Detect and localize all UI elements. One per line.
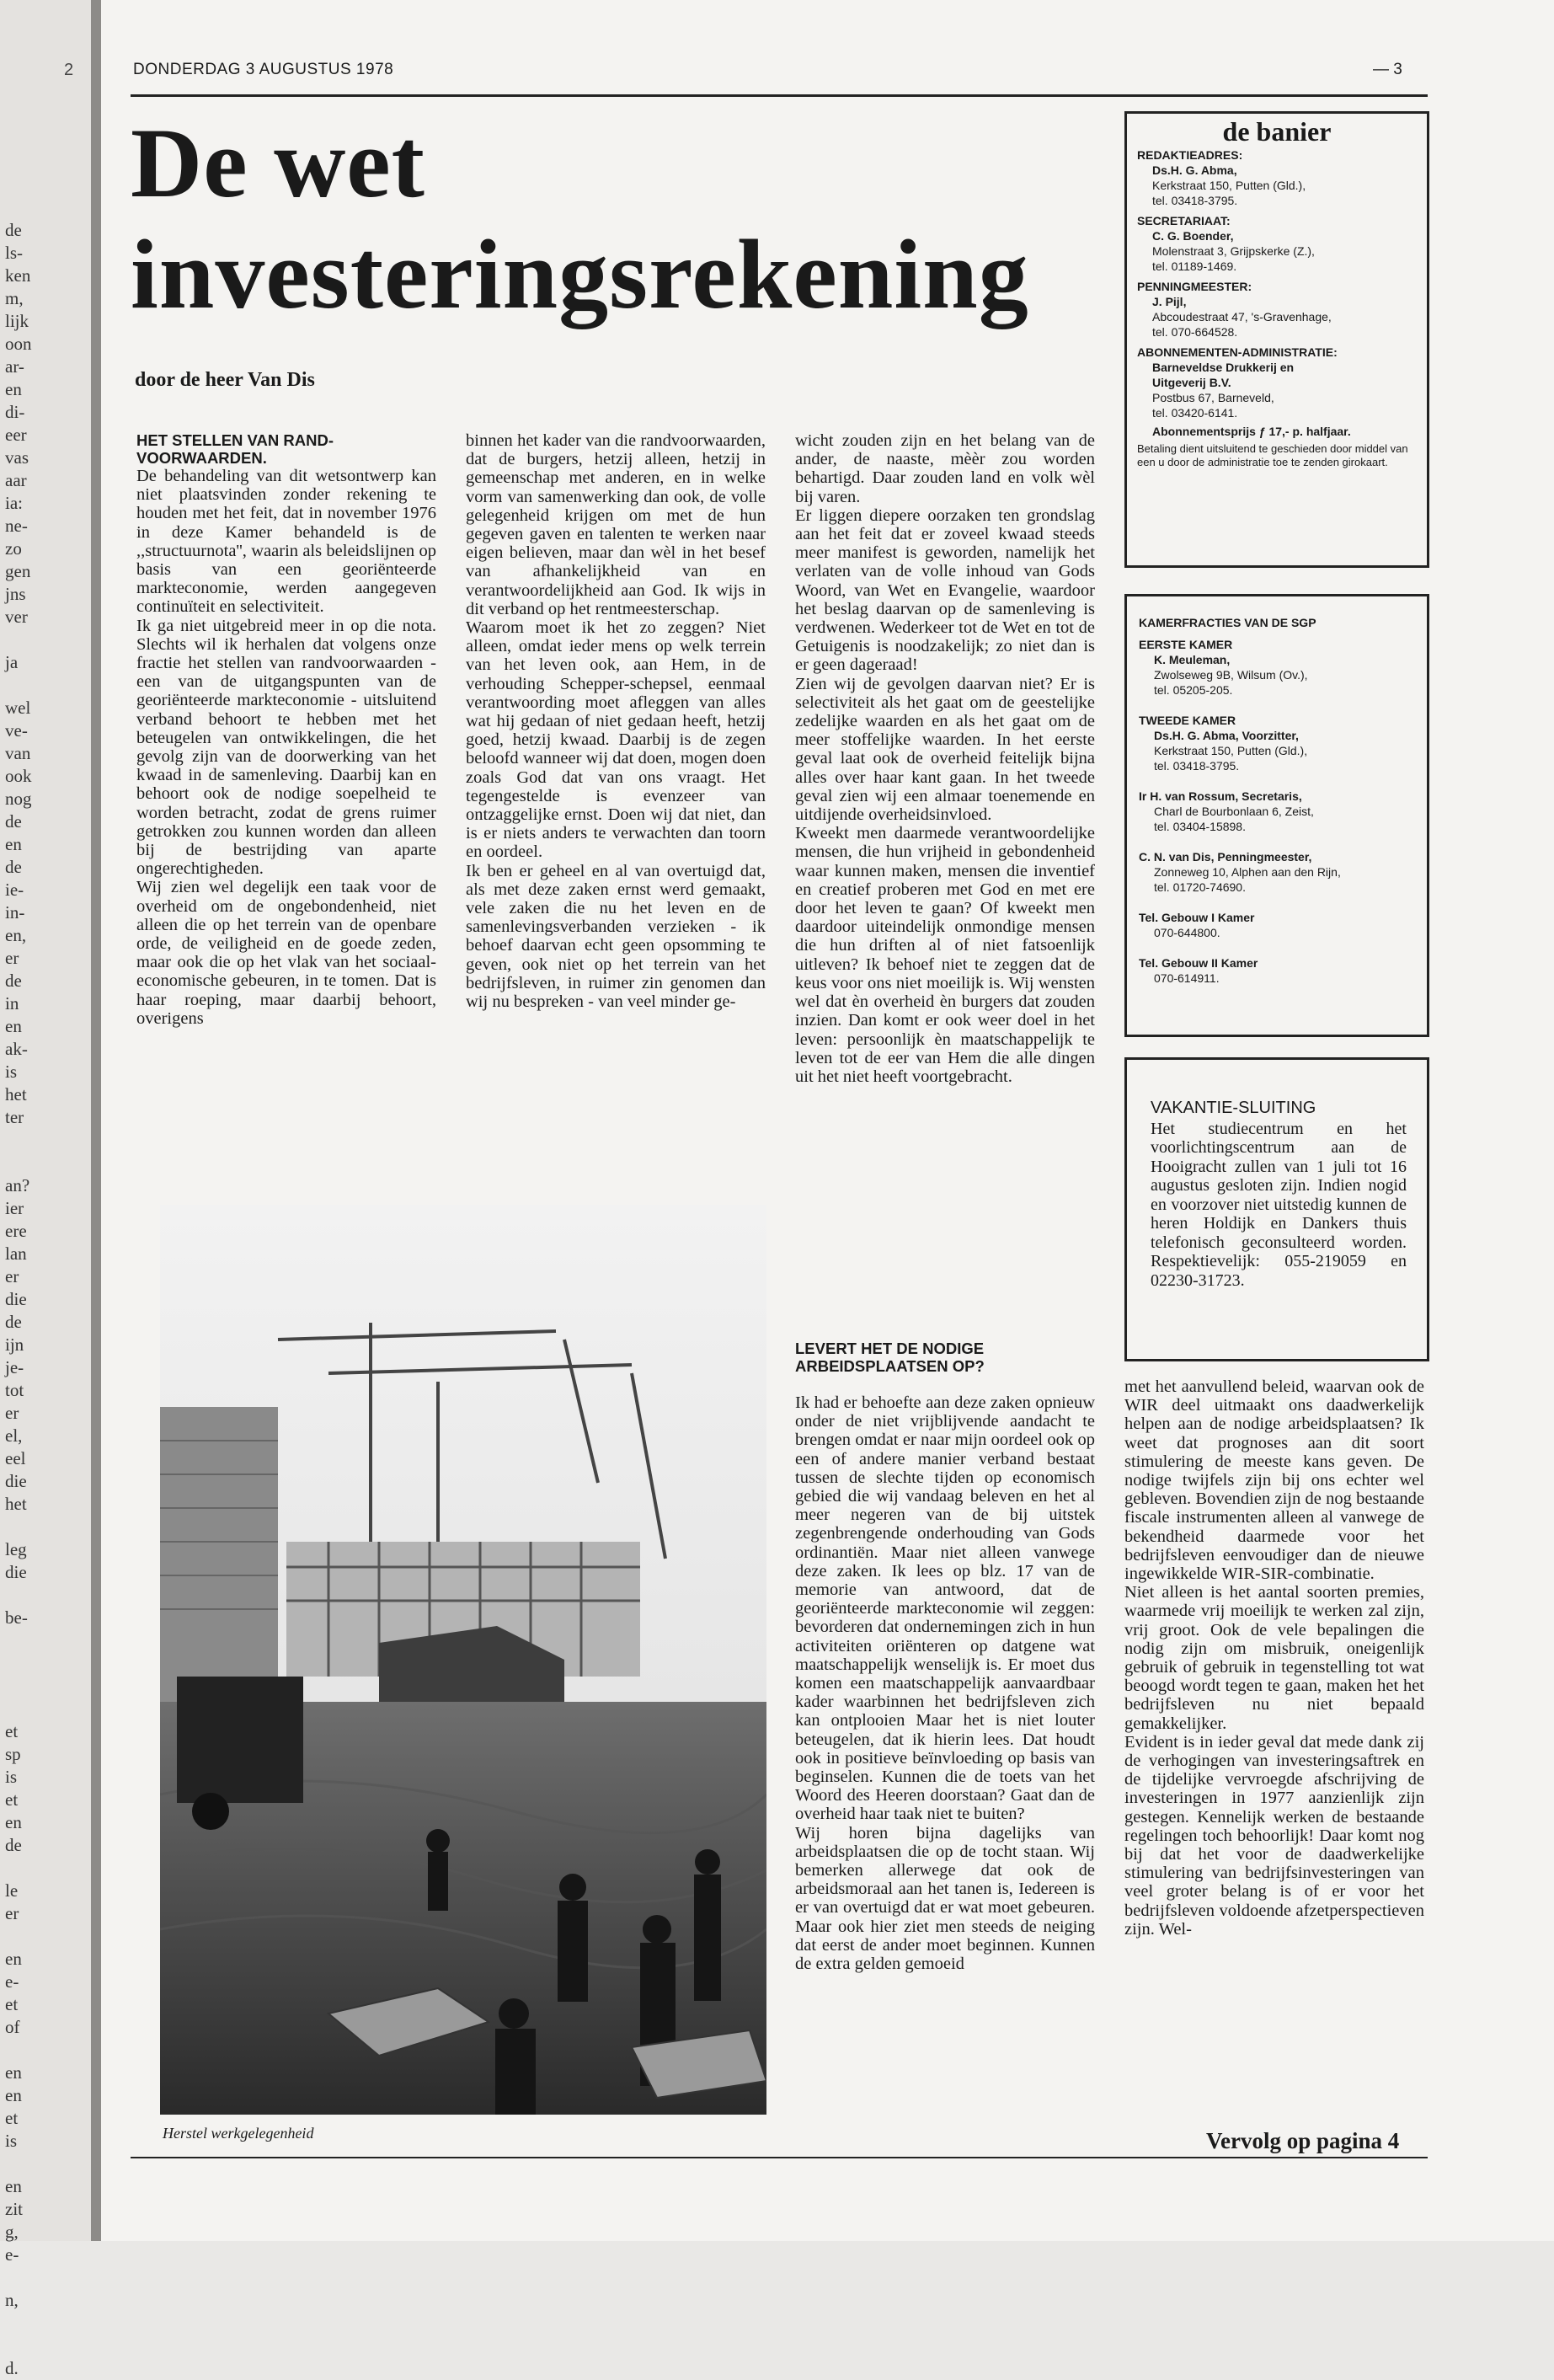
headline-line-2: investeringsrekening (131, 219, 1029, 329)
previous-page-fragment: leg (5, 1539, 27, 1559)
previous-page-fragment: d. (5, 2358, 19, 2378)
previous-page-fragment: je- (5, 1357, 24, 1377)
previous-page-fragment: et (5, 1994, 19, 2014)
paragraph: binnen het kader van die randvoorwaarden, dat de burgers, hetzij alleen, hetzij in gemeenschap met anderen, en in welke vorm van samenwerking dan ook, de volle gelegenheid krijgen om met de hun gegeven gaven en talenten te werken naar eigen believen, maar dan wèl in het besef van afhankelijkheid van en verantwoordelijkheid aan God. Ik wijs in dit verband op het rentmeesterschap. (466, 431, 766, 618)
redaktie-label: REDAKTIEADRES: (1137, 148, 1243, 162)
previous-page-fragment: is (5, 1767, 18, 1787)
previous-page-fragment: en (5, 1949, 22, 1969)
previous-page-fragment: ja (5, 652, 19, 672)
section-heading-arbeidsplaatsen: LEVERT HET DE NODIGE ARBEIDSPLAATSEN OP? (795, 1340, 985, 1375)
previous-page-fragment: ken (5, 265, 31, 286)
tweede-kamer-member-3: C. N. van Dis, Penningmeester, (1139, 850, 1312, 864)
previous-page-fragment: ter (5, 1107, 24, 1127)
previous-page-fragment (5, 1516, 72, 1538)
previous-page-fragment: di- (5, 402, 25, 422)
article-byline: door de heer Van Dis (135, 369, 315, 391)
gebouw-1-phone: 070-644800. (1154, 926, 1220, 939)
paragraph: Zien wij de gevolgen daarvan niet? Er is selectiviteit als het gaat om de geestelijke zedelijke waarden en als het gaat om de meer stoffelijke waarden. In het eerste geval laat ook de overheid feitelijk bijna alles over haar kant gaan. In het tweede geval zien wij een almaar toenemende en uitdijende overheidsinvloed. (795, 674, 1095, 825)
previous-page-fragment: e- (5, 2244, 19, 2265)
previous-page-fragment: of (5, 2017, 20, 2037)
previous-page-fragment: de (5, 1835, 22, 1855)
secretariaat-label: SECRETARIAAT: (1137, 214, 1231, 227)
previous-page-fragment: eer (5, 425, 27, 445)
gebouw-2-phone: 070-614911. (1154, 971, 1220, 985)
previous-page-fragment: le (5, 1880, 19, 1901)
paragraph: Ik ben er geheel en al van overtuigd dat, als met deze zaken ernst werd gemaakt, vele zaken die nu het leven en de samenlevingsverbanden verzieken - ik behoef daarvan echt geen opsomming te geven, ook niet op het terrein van het bedrijfsleven, in ruimer zin genomen dan wij nu bespreken - van veel minder ge- (466, 861, 766, 1012)
tweede-kamer-member-1-address: Kerkstraat 150, Putten (Gld.), (1154, 744, 1308, 757)
previous-page-fragment: tot (5, 1380, 24, 1400)
tweede-kamer-member-1-phone: tel. 03418-3795. (1154, 759, 1240, 773)
previous-page-fragment: ak- (5, 1039, 28, 1059)
previous-page-fragment: zit (5, 2199, 23, 2219)
secretariaat-address: Molenstraat 3, Grijpskerke (Z.), (1152, 244, 1315, 258)
previous-page-fragment: lan (5, 1243, 27, 1264)
previous-page-fragment: an? (5, 1175, 30, 1195)
tweede-kamer-label: TWEEDE KAMER (1139, 714, 1236, 727)
article-column-3 (795, 431, 1095, 1086)
previous-page-fragment: wel (5, 698, 31, 718)
previous-page-fragment (5, 1925, 72, 1948)
gebouw-2-label: Tel. Gebouw II Kamer (1139, 956, 1258, 970)
previous-page-fragment: ook (5, 766, 32, 786)
paragraph: Wij zien wel degelijk een taak voor de overheid om de ongebondenheid, niet alleen die op het terrein van de openbare orde, de veiligheid en de goede zeden, maar ook die op het vlak van het sociaal-economische gebeuren, in te tomen. Dat is haar roeping, maar daarbij behoort, overigens (136, 878, 436, 1028)
tweede-kamer-member-3-phone: tel. 01720-74690. (1154, 880, 1246, 894)
previous-page-number: 2 (64, 61, 74, 79)
previous-page-fragment: ls- (5, 243, 23, 263)
tweede-kamer-member-2-address: Charl de Bourbonlaan 6, Zeist, (1154, 805, 1314, 818)
previous-page-fragment: de (5, 857, 22, 877)
previous-page-fragments (5, 219, 72, 2380)
administratie-address: Postbus 67, Barneveld, (1152, 391, 1274, 404)
kamerfracties-box (1124, 594, 1429, 1037)
previous-page-fragment: en (5, 834, 22, 854)
administratie-label: ABONNEMENTEN-ADMINISTRATIE: (1137, 345, 1338, 359)
previous-page-fragment: er (5, 1903, 19, 1923)
previous-page-fragment: er (5, 1266, 19, 1286)
paragraph: Evident is in ieder geval dat mede dank zij de verhogingen van investeringsaftrek en de tijdelijke vervroegde afschrijving de investeringen in 1977 aanzienlijk zijn gestegen. Kennelijk werken de bestaande regelingen toch behoorlijk! Daar komt nog bij dat het voor de daadwerkelijke stimulering van bedrijfsinvesteringen van veel groter belang is of er voor het bedrijfsleven voldoende afzetperspectieven zijn. Wel- (1124, 1732, 1424, 1939)
tweede-kamer-member-3-address: Zonneweg 10, Alphen aan den Rijn, (1154, 865, 1341, 879)
gebouw-1-label: Tel. Gebouw I Kamer (1139, 911, 1255, 924)
penningmeester-name: J. Pijl, (1152, 295, 1187, 308)
previous-page-fragment (5, 2153, 72, 2175)
previous-page-fragment: de (5, 1312, 22, 1332)
previous-page-fragment: lijk (5, 311, 29, 331)
previous-page-fragment (5, 2039, 72, 2062)
previous-page-fragment (5, 1152, 72, 1174)
previous-page-fragment: nog (5, 789, 32, 809)
penningmeester-address: Abcoudestraat 47, 's-Gravenhage, (1152, 310, 1332, 324)
previous-page-fragment: aar (5, 470, 27, 490)
footer-rule (131, 2157, 1428, 2158)
previous-page-strip (0, 0, 91, 2378)
previous-page-fragment: ier (5, 1198, 24, 1218)
previous-page-fragment: er (5, 1403, 19, 1423)
previous-page-fragment: ia: (5, 493, 23, 513)
article-column-2 (466, 431, 766, 1011)
eerste-kamer-phone: tel. 05205-205. (1154, 683, 1233, 697)
article-column-4 (1124, 1377, 1424, 1939)
previous-page-fragment (5, 1857, 72, 1880)
vakantie-body: Het studiecentrum en het voorlichtingscentrum aan de Hooigracht zullen van 1 juli tot 16 augustus gesloten zijn. Indien nogid en voorzover niet uitstedig kunnen de heren Holdijk en Dankers thuis telefonisch geconsulteerd worden. Respektievelijk: 055-219059 en 02230-31723. (1151, 1119, 1407, 1290)
eerste-kamer-label: EERSTE KAMER (1139, 638, 1233, 651)
continued-on-page-link[interactable]: Vervolg op pagina 4 (1206, 2128, 1400, 2153)
previous-page-fragment: en (5, 2176, 22, 2196)
previous-page-fragment (5, 628, 72, 651)
eerste-kamer-name: K. Meuleman, (1154, 653, 1231, 666)
previous-page-fragment (5, 674, 72, 697)
previous-page-fragment: de (5, 811, 22, 832)
paragraph: Kweekt men daarmede verantwoordelijke mensen, die hun vrijheid in gebondenheid waar kunnen maken, mensen die inventief en creatief proberen met God en met ere door het leven te gaan? Of kweekt men daardoor uiteindelijk onmondige mensen die hun driften al of niet fatsoenlijk uitleven? Ik behoef niet te zeggen dat de keus voor ons niet moeilijk is. Wij wensten wel dat èn overheid èn burgers dat zouden inzien. Dan komt er ook weer doel in het leven: persoonlijk èn maatschappelijk te leven tot de eer van Hem die alle dingen uit het niet heeft voortgebracht. (795, 824, 1095, 1086)
previous-page-fragment: en (5, 1016, 22, 1036)
previous-page-fragment: die (5, 1289, 27, 1309)
previous-page-fragment: en, (5, 925, 27, 945)
previous-page-fragment: el, (5, 1425, 23, 1446)
previous-page-fragment: die (5, 1471, 27, 1491)
previous-page-fragment: en (5, 2085, 22, 2105)
tweede-kamer-member-2-phone: tel. 03404-15898. (1154, 820, 1246, 833)
previous-page-fragment: is (5, 1062, 18, 1082)
tweede-kamer-member-2: Ir H. van Rossum, Secretaris, (1139, 789, 1302, 803)
previous-page-fragment: ne- (5, 516, 28, 536)
header-date: DONDERDAG 3 AUGUSTUS 1978 (133, 61, 394, 78)
page-gutter (91, 0, 101, 2241)
previous-page-fragment: be- (5, 1607, 28, 1628)
previous-page-fragment (5, 1584, 72, 1607)
previous-page-fragment: het (5, 1084, 27, 1104)
previous-page-fragment (5, 1675, 72, 1698)
previous-page-fragment: e- (5, 1971, 19, 1992)
previous-page-fragment (5, 1698, 72, 1720)
previous-page-fragment: eel (5, 1448, 26, 1468)
paragraph: met het aanvullend beleid, waarvan ook de WIR deel uitmaakt ons daadwerkelijk helpen aan de nodige arbeidsplaatsen? Ik weet dat prognoses aan dit soort stimulering de meeste kans geven. De nodige twijfels zijn bij ons echter wel gebleven. Bovendien zijn de nog bestaande fiscale instrumenten alleen al vanwege de bekendheid daarmede voor het bedrijfsleven eenvoudiger dan de nieuwe ingewikkelde WIR-SIR-combinatie. (1124, 1377, 1424, 1584)
previous-page-fragment: n, (5, 2290, 19, 2310)
tweede-kamer-member-1: Ds.H. G. Abma, Voorzitter, (1154, 729, 1299, 742)
previous-page-fragment: in- (5, 902, 25, 923)
previous-page-fragment: van (5, 743, 31, 763)
article-column-1 (136, 431, 436, 1028)
previous-page-fragment: ijn (5, 1334, 24, 1355)
previous-page-fragment: zo (5, 538, 22, 559)
vakantie-sluiting-box (1124, 1057, 1429, 1361)
previous-page-fragment (5, 1652, 72, 1675)
previous-page-fragment: et (5, 1721, 19, 1741)
previous-page-fragment: ver (5, 607, 28, 627)
construction-site-photo (160, 1205, 766, 2115)
headline-line-1: De wet (131, 108, 425, 218)
redaktie-phone: tel. 03418-3795. (1152, 194, 1238, 207)
previous-page-fragment: m, (5, 288, 24, 308)
paragraph: Niet alleen is het aantal soorten premies, waarmede vrij moeilijk te werken zal zijn, vrij groot. Ook de vele bepalingen die nodig zijn om misbruik, oneigenlijk gebruik of gebruik in tegenstelling tot wat beoogd wordt tegen te gaan, maken het het bedrijfsleven nu niet bepaald gemakkelijker. (1124, 1583, 1424, 1733)
header-page-number: — 3 (1373, 61, 1402, 78)
previous-page-fragment (5, 2335, 72, 2357)
previous-page-fragment: et (5, 1789, 19, 1810)
vakantie-title: VAKANTIE-SLUITING (1151, 1099, 1316, 1117)
previous-page-fragment: oon (5, 334, 32, 354)
previous-page-fragment: en (5, 2062, 22, 2083)
administratie-name-2: Uitgeverij B.V. (1152, 376, 1231, 389)
previous-page-fragment (5, 2266, 72, 2289)
previous-page-fragment: en (5, 1812, 22, 1832)
previous-page-fragment: de (5, 971, 22, 991)
previous-page-fragment (5, 2312, 72, 2335)
previous-page-fragment: in (5, 993, 19, 1014)
secretariaat-name: C. G. Boender, (1152, 229, 1234, 243)
penningmeester-phone: tel. 070-664528. (1152, 325, 1238, 339)
secretariaat-phone: tel. 01189-1469. (1152, 259, 1237, 273)
photo-caption: Herstel werkgelegenheid (163, 2125, 314, 2142)
banier-title: de banier (1222, 116, 1332, 147)
eerste-kamer-address: Zwolseweg 9B, Wilsum (Ov.), (1154, 668, 1308, 682)
previous-page-fragment: die (5, 1562, 27, 1582)
penningmeester-label: PENNINGMEESTER: (1137, 280, 1252, 293)
subscription-price: Abonnementsprijs ƒ 17,- p. halfjaar. (1152, 425, 1351, 438)
header-rule (131, 94, 1428, 97)
paragraph: Ik had er behoefte aan deze zaken opnieuw onder de niet vrijblijvende aandacht te brengen omdat er naar mijn oordeel ook op een of andere manier verband bestaat tussen de slechte tijden op economisch gebied die wij vandaag beleven en het al meer negeren van de bij uitstek zegenbrengende onderhouding van Gods ordinantiën. Maar niet alleen vanwege deze zaken. Ik lees op blz. 17 van de memorie van antwoord, dat de georiënteerde markteconomie wil zeggen: bevorderen dat ondernemingen zich in hun activiteiten oriënteren op datgene wat maatschappelijk wenselijk is. Er moet dus komen een maatschappelijk aanvaardbaar kader waarbinnen het bedrijfsleven zich kan ontplooien Maar het is niet louter beteugelen, dat ik hierin lees. Dat houdt ook in positieve beïnvloeding op basis van beginselen. Kunnen die de toets van het Woord des Heeren doorstaan? Gaat dan de overheid haar taak niet te buiten? (795, 1393, 1095, 1824)
previous-page-fragment: de (5, 220, 22, 240)
previous-page-fragment: vas (5, 447, 29, 468)
previous-page-fragment: het (5, 1494, 27, 1514)
paragraph: wicht zouden zijn en het belang van de ander, de naaste, mèèr zou worden behartigd. Daar zouden land en volk wèl bij varen. (795, 431, 1095, 506)
section-heading-randvoorwaarden: HET STELLEN VAN RAND- VOORWAARDEN. (136, 431, 334, 467)
previous-page-fragment: jns (5, 584, 26, 604)
previous-page-fragment: ar- (5, 356, 24, 377)
previous-page-fragment (5, 1129, 72, 1152)
paragraph: Wij horen bijna dagelijks van arbeidsplaatsen die op de tocht staan. Wij bemerken allerwege dat ook de arbeidsmoraal aan het tanen is, Iedereen is er van overtuigd dat er wat moet gebeuren. Maar ook hier ziet men steeds de neiging dat eerst de ander moet beginnen. Kunnen de extra gelden gemoeid (795, 1823, 1095, 1974)
kamerfracties-title: KAMERFRACTIES VAN DE SGP (1139, 616, 1316, 629)
article-column-3-lower (795, 1340, 1095, 1973)
previous-page-fragment: et (5, 2108, 19, 2128)
previous-page-fragment (5, 1629, 72, 1652)
previous-page-fragment: ere (5, 1221, 27, 1241)
previous-page-fragment: er (5, 948, 19, 968)
paragraph: Er liggen diepere oorzaken ten grondslag aan het feit dat er zoveel kwaad steeds meer manifest is geworden, namelijk het verlaten van de volle inhoud van Gods Woord, van Wet en Evangelie, waardoor het beslag daarvan op de samenleving is verdwenen. Wederkeer tot de Wet en tot de Getuigenis is noodzakelijk; zo niet dan is er geen dageraad! (795, 505, 1095, 675)
previous-page-fragment: ve- (5, 720, 28, 741)
previous-page-fragment: en (5, 379, 22, 399)
paragraph: De behandeling van dit wetsontwerp kan niet plaatsvinden zonder rekening te houden met het feit, dat in november 1976 in deze Kamer behandeld is de ,,structuurnota'', waarin als beleidslijnen op basis van een georiënteerde markteconomie, werden aangegeven continuïteit en selectiviteit. (136, 467, 436, 617)
previous-page-fragment: gen (5, 561, 31, 581)
payment-note: Betaling dient uitsluitend te geschieden door middel van een u door de administratie toe te zenden girokaart. (1137, 442, 1408, 468)
banier-info-box (1124, 111, 1429, 568)
previous-page-fragment: ie- (5, 880, 24, 900)
paragraph: Ik ga niet uitgebreid meer in op die nota. Slechts wil ik herhalen dat volgens onze fractie het stellen van randvoorwaarden - een van de uitgangspunten van de georiënteerde markteconomie - uitsluitend verband behoort te hebben met het beteugelen van ontwikkelingen, die het gevolg zijn van de doorwerking van het kwaad in de samenleving. Daarbij kan en behoort ook de nodige soepelheid te worden betracht, zodat de grens ruimer getrokken zou kunnen worden dan alleen bij de bestrijding van aparte ongerechtigheden. (136, 616, 436, 879)
administratie-name-1: Barneveldse Drukkerij en (1152, 361, 1295, 374)
administratie-phone: tel. 03420-6141. (1152, 406, 1238, 420)
paragraph: Waarom moet ik het zo zeggen? Niet alleen, omdat ieder mens op welk terrein van het leven ook, aan Hem, in de verhouding Schepper-schepsel, eenmaal verantwoording moet afleggen van alles wat hij gedaan of niet gedaan heeft, hetzij goed, hetzij kwaad. Daarbij is de zegen beloofd wanneer wij dat doen, mogen doen zoals God dat van ons vraagt. Het tegengestelde is evenzeer van ontzaggelijke ernst. Doen wij dat niet, dan is er niets anders te verwachten dan toorn en oordeel. (466, 618, 766, 862)
previous-page-fragment: is (5, 2131, 18, 2151)
redaktie-address: Kerkstraat 150, Putten (Gld.), (1152, 179, 1306, 192)
previous-page-fragment: g, (5, 2222, 19, 2242)
redaktie-name: Ds.H. G. Abma, (1152, 163, 1237, 177)
article-headline (131, 108, 1099, 330)
previous-page-fragment: sp (5, 1744, 21, 1764)
